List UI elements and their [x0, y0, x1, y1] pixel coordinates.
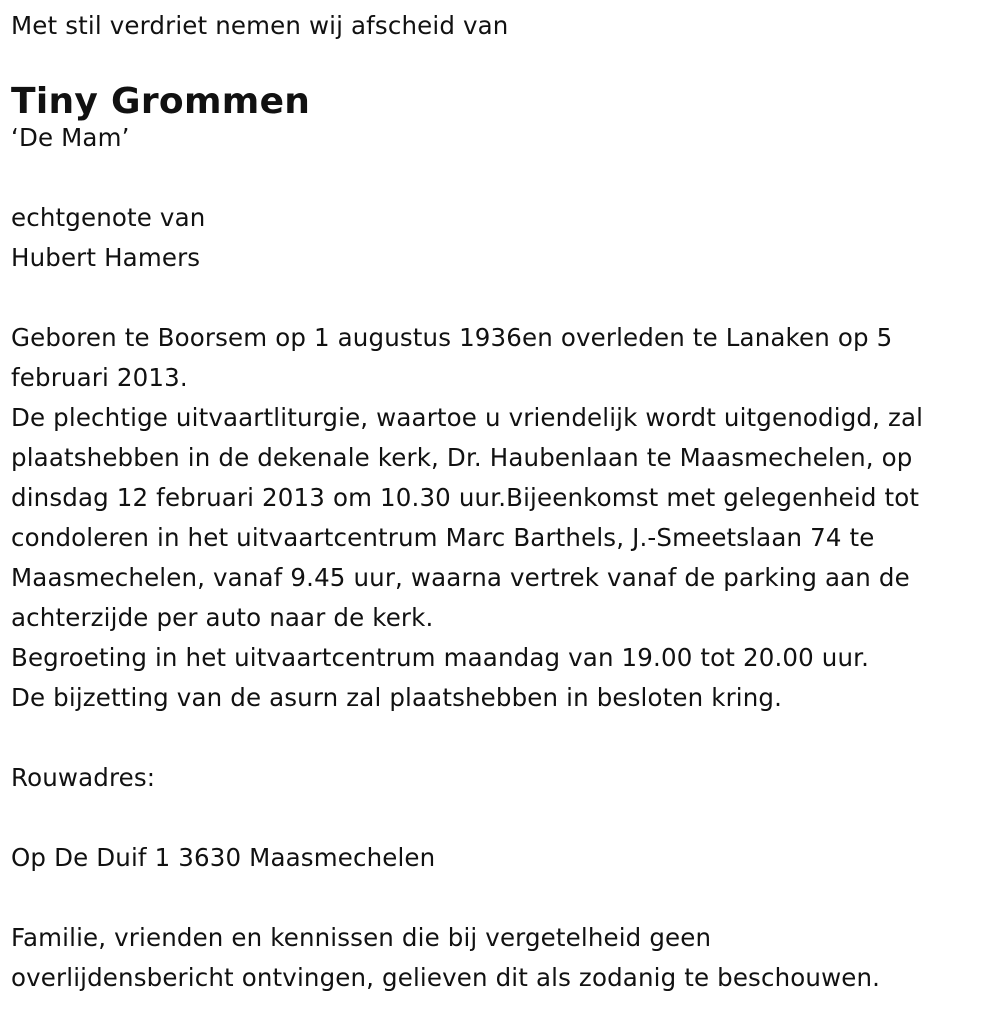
- spouse-name: Hubert Hamers: [11, 243, 201, 272]
- spacer: [11, 718, 996, 758]
- closing-line: overlijdensbericht ontvingen, gelieven dit als zodanig te beschouwen.: [11, 963, 881, 992]
- spacer: [11, 878, 996, 918]
- announcement-line: Geboren te Boorsem op 1 augustus 1936en overleden te Lanaken op 5: [11, 323, 893, 352]
- spouse-label: echtgenote van: [11, 203, 206, 232]
- announcement-line: Begroeting in het uitvaartcentrum maandag van 19.00 tot 20.00 uur.: [11, 643, 870, 672]
- announcement-line: De bijzetting van de asurn zal plaatshebben in besloten kring.: [11, 683, 783, 712]
- announcement-line: Maasmechelen, vanaf 9.45 uur, waarna vertrek vanaf de parking aan de: [11, 563, 910, 592]
- announcement-line: dinsdag 12 februari 2013 om 10.30 uur.Bijeenkomst met gelegenheid tot: [11, 483, 920, 512]
- spacer: [11, 798, 996, 838]
- closing-line: Familie, vrienden en kennissen die bij vergetelheid geen: [11, 923, 712, 952]
- opening-line: Met stil verdriet nemen wij afscheid van: [11, 11, 509, 40]
- death-notice: [11, 6, 996, 998]
- deceased-name: Tiny Grommen: [11, 81, 311, 122]
- spacer: [11, 158, 996, 198]
- deceased-nickname: ‘De Mam’: [11, 123, 130, 152]
- announcement-line: februari 2013.: [11, 363, 188, 392]
- spacer: [11, 278, 996, 318]
- announcement-line: plaatshebben in de dekenale kerk, Dr. Haubenlaan te Maasmechelen, op: [11, 443, 913, 472]
- announcement-line: De plechtige uitvaartliturgie, waartoe u vriendelijk wordt uitgenodigd, zal: [11, 403, 924, 432]
- announcement-line: achterzijde per auto naar de kerk.: [11, 603, 434, 632]
- mourning-address: Op De Duif 1 3630 Maasmechelen: [11, 843, 436, 872]
- mourning-address-label: Rouwadres:: [11, 763, 156, 792]
- announcement-line: condoleren in het uitvaartcentrum Marc Barthels, J.-Smeetslaan 74 te: [11, 523, 875, 552]
